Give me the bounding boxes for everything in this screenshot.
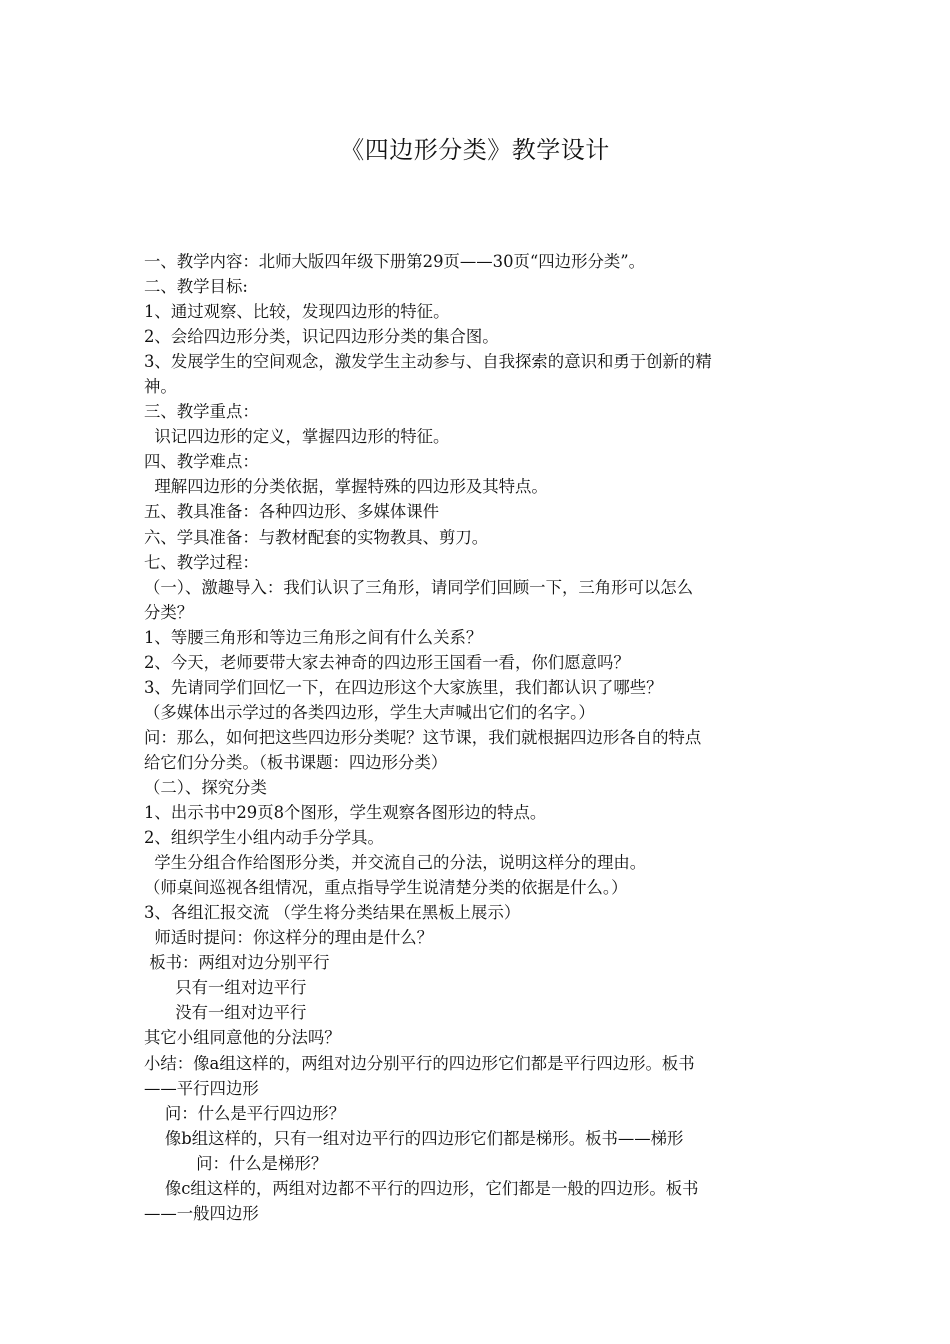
text-line: 神。 [144, 377, 177, 397]
text-line: 师适时提问：你这样分的理由是什么？ [144, 928, 434, 948]
text-line: （多媒体出示学过的各类四边形，学生大声喊出它们的名字。） [144, 702, 595, 722]
text-line: 2、今天，老师要带大家去神奇的四边形王国看一看，你们愿意吗？ [144, 652, 630, 672]
text-line: 四、教学难点： [144, 452, 259, 472]
text-line: 理解四边形的分类依据，掌握特殊的四边形及其特点。 [144, 477, 548, 497]
text-line: 3、先请同学们回忆一下，在四边形这个大家族里，我们都认识了哪些？ [144, 677, 663, 697]
text-line: 没有一组对边平行 [144, 1003, 307, 1023]
text-line: 七、教学过程： [144, 552, 259, 572]
text-line: 学生分组合作给图形分类，并交流自己的分法，说明这样分的理由。 [144, 853, 647, 873]
text-line: 像b组这样的，只有一组对边平行的四边形它们都是梯形。板书——梯形 [144, 1128, 684, 1148]
text-line: （师桌间巡视各组情况，重点指导学生说清楚分类的依据是什么。） [144, 878, 628, 898]
text-line: （一）、激趣导入：我们认识了三角形，请同学们回顾一下，三角形可以怎么 [144, 577, 694, 597]
text-line: 问：什么是平行四边形？ [144, 1103, 346, 1123]
text-line: 分类？ [144, 602, 194, 622]
text-line: （二）、探究分类 [144, 777, 267, 797]
page-title: 《四边形分类》教学设计 [340, 136, 610, 164]
text-line: ——平行四边形 [144, 1078, 259, 1098]
text-line: 板书：两组对边分别平行 [144, 953, 330, 973]
text-line: 三、教学重点： [144, 402, 259, 422]
text-line: 只有一组对边平行 [144, 978, 307, 998]
text-line: 识记四边形的定义，掌握四边形的特征。 [144, 427, 450, 447]
text-line: 问：那么，如何把这些四边形分类呢？这节课，我们就根据四边形各自的特点 [144, 727, 702, 747]
text-line: 一、教学内容：北师大版四年级下册第29页——30页“四边形分类”。 [144, 252, 646, 271]
text-line: 3、各组汇报交流 （学生将分类结果在黑板上展示） [144, 903, 521, 923]
document-body [144, 249, 808, 1226]
text-line: 给它们分分类。（板书课题：四边形分类） [144, 752, 448, 772]
text-line: 六、学具准备：与教材配套的实物教具、剪刀。 [144, 527, 489, 547]
text-line: 其它小组同意他的分法吗？ [144, 1028, 341, 1048]
text-line: 二、教学目标: [144, 277, 248, 297]
text-line: 小结：像a组这样的，两组对边分别平行的四边形它们都是平行四边形。板书 [144, 1053, 695, 1073]
text-line: 1、通过观察、比较，发现四边形的特征。 [144, 302, 450, 322]
text-line: 1、等腰三角形和等边三角形之间有什么关系？ [144, 627, 483, 647]
text-line: ——一般四边形 [144, 1203, 259, 1223]
text-line: 问：什么是梯形？ [144, 1153, 328, 1173]
text-line: 1、出示书中29页8个图形，学生观察各图形边的特点。 [144, 803, 547, 823]
text-line: 2、会给四边形分类，识记四边形分类的集合图。 [144, 327, 499, 347]
text-line: 3、发展学生的空间观念，激发学生主动参与、自我探索的意识和勇于创新的精 [144, 352, 712, 372]
text-line: 像c组这样的，两组对边都不平行的四边形，它们都是一般的四边形。板书 [144, 1178, 699, 1198]
text-line: 2、组织学生小组内动手分学具。 [144, 828, 384, 848]
text-line: 五、教具准备：各种四边形、多媒体课件 [144, 502, 440, 522]
